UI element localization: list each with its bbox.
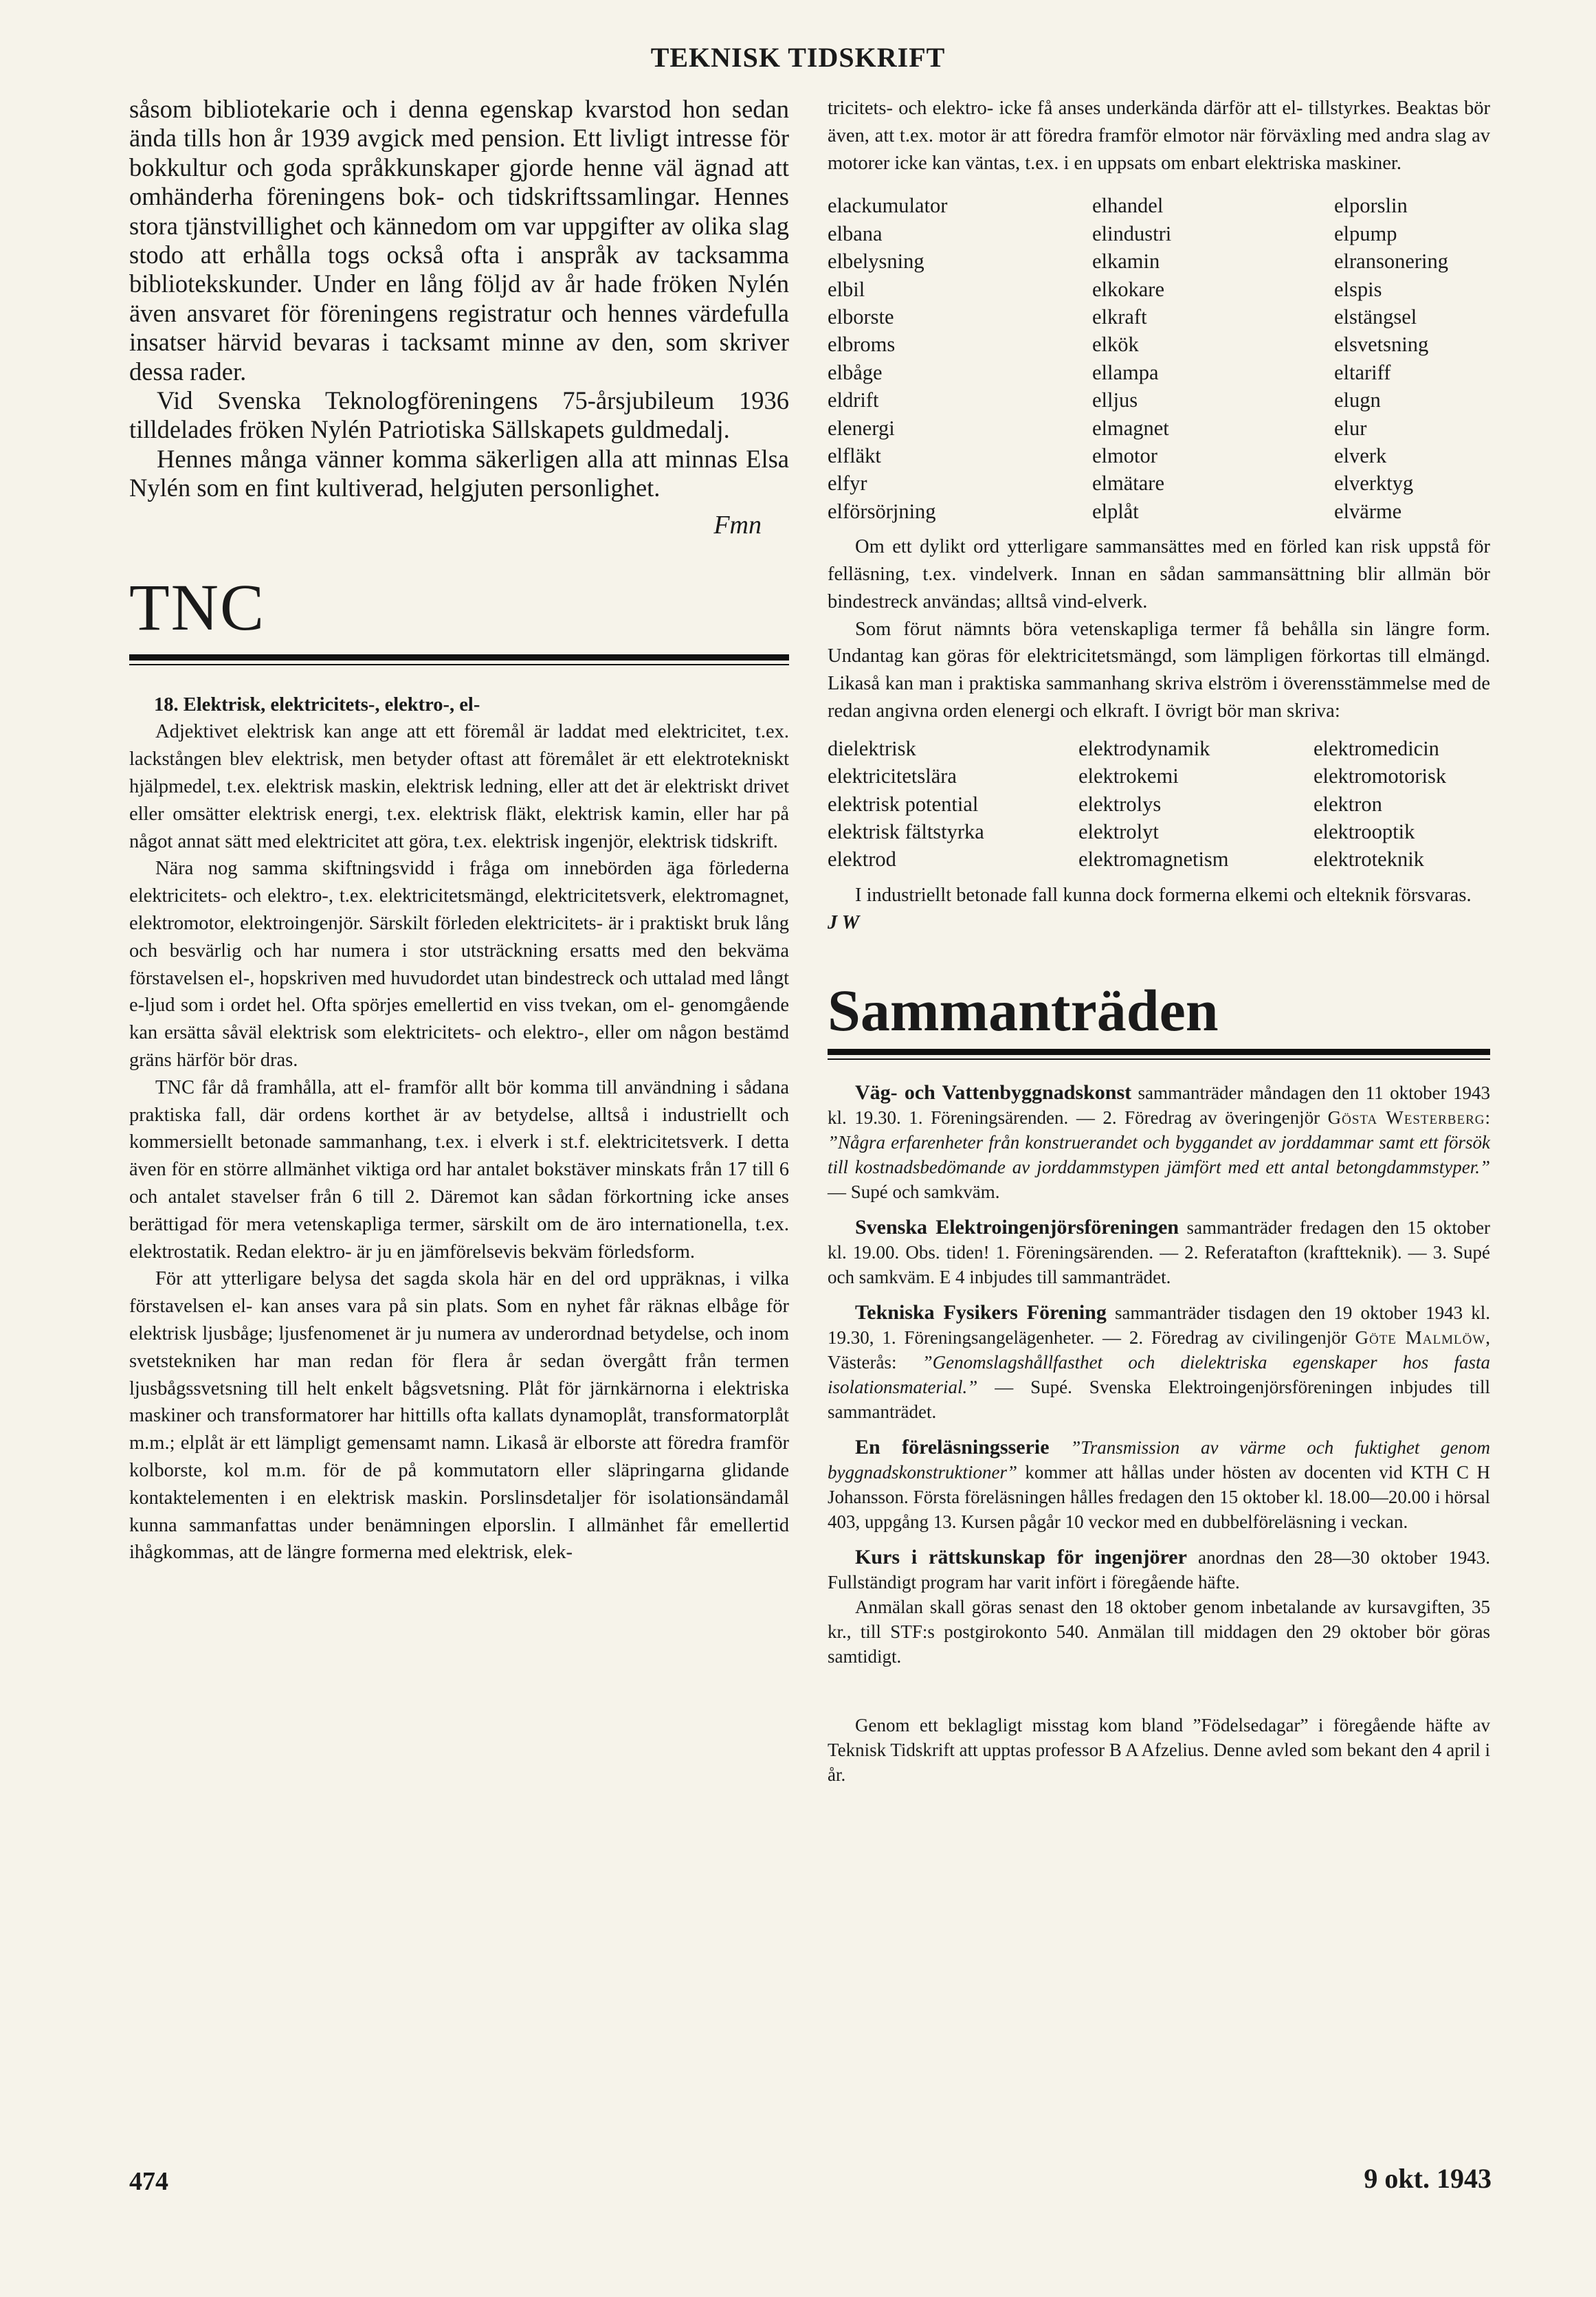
word-list-item: elektrooptik <box>1314 820 1415 844</box>
speaker-name: Göte Malmlöw <box>1355 1327 1486 1349</box>
meeting-text <box>828 1300 1490 1424</box>
obituary-text <box>129 95 789 503</box>
section-heading-text: Elektrisk, elektricitets-, elektro-, el- <box>183 693 480 715</box>
section-heading <box>129 691 789 719</box>
meeting-text: Anmälan skall göras senast den 18 oktober genom inbetalande av kursavgiften, 35 kr., till STF:s postgirokonto 540. Anmälan till middagen den 29 oktober bör göras samtidigt. <box>828 1597 1490 1667</box>
article-paragraph: Som förut nämnts böra vetenskapliga termer få behålla sin längre form. Undantag kan göras för elektricitetsmängd, som lämpligen förkortas till elmängd. Likaså kan man i praktiska sammanhang skriva elström i överensstämmelse med de redan angivna orden elenergi och elkraft. I övrigt bör man skriva: <box>828 618 1490 722</box>
word-list-item: elektron <box>1314 792 1382 816</box>
meeting-text <box>828 1545 1490 1595</box>
article-paragraph: Nära nog samma skiftningsvidd i fråga om innebörden äga förlederna elektricitets- och elektro-, t.ex. elektricitetsmängd, elektricitetsverk, elektromagnet, elektromotor, elektroingenjör. Särskilt förleden elektricitets- är i praktiskt bruk lång och besvärlig och har numera i stor utsträckning ersatts med den bekväma förstavelsen el-, hopskriven med huvudordet utan bindestreck och uttalad med långt e-ljud som i ordet hel. Ofta spörjes emellertid en viss tvekan, om el- genomgående kan ersätta såväl elektrisk som elektricitets- och elektro-, eller om någon bestämd gräns härför bör dras. <box>129 858 789 1072</box>
lecture-title: ”Genomslagshållfasthet och dielektriska egenskaper hos fasta isolationsmaterial.” <box>828 1352 1491 1398</box>
word-list-item: elvärme <box>1334 499 1402 523</box>
article-signature: J W <box>828 911 860 933</box>
word-list-item: eldrift <box>828 388 879 412</box>
word-list-item: elektrod <box>828 847 896 872</box>
meeting-entry <box>828 1300 1490 1424</box>
word-list-item: elverktyg <box>1334 471 1414 496</box>
issue-date: 9 okt. 1943 <box>1364 2163 1492 2194</box>
word-list-item: elransonering <box>1334 249 1448 274</box>
word-list-item: elektricitetslära <box>828 764 957 788</box>
meeting-details <box>1050 1437 1071 1458</box>
correction-notice <box>828 1713 1490 1787</box>
meeting-text <box>828 1215 1490 1289</box>
meeting-details: : <box>1485 1107 1490 1129</box>
page-number: 474 <box>129 2167 168 2196</box>
word-list-item: elmotor <box>1092 444 1157 468</box>
lecture-title: ”Några erfarenheter från konstruerandet och byggandet av jorddammar samt ett försök till kostnadsbedömande av jorddammstypen jämfört med ett antal betongdammstyper.” <box>828 1132 1490 1178</box>
journal-header: TEKNISK TIDSKRIFT <box>650 42 946 73</box>
obituary-paragraph: såsom bibliotekarie och i denna egenskap kvarstod hon sedan ända tills hon år 1939 avgick med pension. Ett livligt intresse för bokkultur och goda språkkunskaper gjorde henne väl ägnad att omhänderha föreningens bok- och tidskriftssamlingar. Hennes stora tjänstvillighet och kännedom om var uppgifter av olika slag stodo att erhålla togs också ofta i anspråk av tacksamma bibliotekskunder. Under en lång följd av år hade fröken Nylén även ansvaret för föreningens registratur och hennes värdefulla insatser härvid bevaras i tacksamt minne av den, som skriver dessa rader. <box>129 95 789 386</box>
word-list-item: elkraft <box>1092 305 1147 329</box>
word-list-item: elackumulator <box>828 194 948 218</box>
obituary-signature: Fmn <box>713 510 762 540</box>
meeting-organizer: En föreläsningsserie <box>855 1436 1050 1459</box>
word-list-item: elverk <box>1334 444 1387 468</box>
closing-text: I industriellt betonade fall kunna dock formerna elkemi och elteknik försvaras. <box>855 884 1472 906</box>
meeting-details: — Supé och samkväm. <box>828 1181 1000 1203</box>
article-paragraph: Adjektivet elektrisk kan ange att ett föremål är laddat med elektricitet, t.ex. lackstången blev elektrisk, men betyder oftast att föremålet är ett elektrotekniskt hjälpmedel, t.ex. elektrisk maskin, elektrisk ledning, eller att det är elektriskt drivet eller omsätter elektrisk energi, t.ex. elektrisk fläkt, elektrisk kamin, eller har på något annat sätt med elektricitet att göra, t.ex. elektrisk ingenjör, elektrisk tidskrift. <box>129 721 789 852</box>
article-continuation: tricitets- och elektro- icke få anses underkända därför att el- tillstyrkes. Beaktas bör även, att t.ex. motor är att föredra framför elmotor när förväxling med andra slag av motorer icke kan väntas, t.ex. i en uppsats om enbart elektriska maskiner. <box>828 98 1490 174</box>
word-list-item: elektrodynamik <box>1078 736 1210 760</box>
meeting-details: sammanträder fredagen den 15 oktober kl. 19.00. Obs. tiden! 1. Föreningsärenden. — 2. Referatafton (kraftteknik). — 3. Supé och samkväm. E 4 inbjudes till sammanträdet. <box>828 1217 1491 1288</box>
word-list-item: elbil <box>828 277 865 301</box>
word-list-item: elektrisk fältstyrka <box>828 820 984 844</box>
article-paragraph: Om ett dylikt ord ytterligare sammansättes med en förled kan risk uppstå för felläsning, t.ex. vindelverk. Innan en sådan sammansättning blir allmän bör bindestreck användas; alltså vind-elverk. <box>828 536 1490 612</box>
meeting-organizer: Väg- och Vattenbyggnadskonst <box>855 1081 1132 1105</box>
article-paragraph: TNC får då framhålla, att el- framför allt bör komma till användning i sådana praktiska fall, där ordens korthet är av betydelse, alltså i industriellt och kommersiellt betonade sammanhang, t.ex. i elverk i st.f. elektricitetsverk. I detta även för en större allmänhet viktiga ord har antalet bokstäver minskats från 17 till 6 och antalet stavelser från 6 till 2. Däremot kan sådan förkortning icke anses berättigad för mera vetenskapliga termer, särskilt om de äro internationella, t.ex. elektrostatik. Redan elektro- är ju en jämförelsevis bekväm förledsform. <box>129 1076 789 1263</box>
word-list-item: elspis <box>1334 277 1382 301</box>
word-list-item: elkokare <box>1092 277 1164 301</box>
meeting-details: kommer att hållas under hösten av docenten vid KTH C H Johansson. Första föreläsningen hålles fredagen den 15 oktober kl. 18.00—20.00 i hörsal 403, uppgång 13. Kursen pågår 10 veckor med en dubbelföreläsning i veckan. <box>828 1462 1490 1533</box>
word-list-item: elbroms <box>828 333 896 357</box>
notice-text: Genom ett beklagligt misstag kom bland ”Födelsedagar” i föregående häfte av Teknisk Tidskrift att upptas professor B A Afzelius. Denne avled som bekant den 4 april i år. <box>828 1715 1490 1786</box>
meeting-details: anordnas den 28—30 oktober 1943. Fullständigt program har varit infört i föregående häfte. <box>828 1547 1490 1593</box>
word-list-item: elhandel <box>1092 194 1164 218</box>
word-list-item: elfläkt <box>828 444 881 468</box>
meetings-list <box>828 1080 1490 1669</box>
word-list-item: elur <box>1334 416 1367 440</box>
right-column <box>828 95 1490 1787</box>
word-list-item: elstängsel <box>1334 305 1417 329</box>
meeting-entry <box>828 1435 1490 1534</box>
speaker-name: Gösta Westerberg <box>1327 1107 1485 1129</box>
word-list-item: elektrokemi <box>1078 764 1179 788</box>
word-list-item: elbelysning <box>828 249 924 274</box>
meeting-details: , Västerås: <box>828 1327 1491 1373</box>
article-paragraph: För att ytterligare belysa det sagda skola här en del ord uppräknas, i vilka förstavelsen el- kan anses vara på sin plats. Som en nyhet får räknas elbåge för elektrisk ljusbåge; ljusfenomenet är ju numera av underordnad betydelse, och inom svetstekniken har man redan för flera år sedan övergått från termen ljusbågssvetsning till helt enkelt bågsvetsning. Plåt för järnkärnorna i elektriska maskiner och transformatorer har hittills ofta kallats dynamoplåt, transformatorplåt m.m.; elplåt är ett lämpligt gemensamt namn. Likaså är elborste att föredra framför kolborste, kol m.m. för de på kommutatorn eller släpringarna glidande kontaktelementen i en elektrisk maskin. Porslinsdetaljer för isolationsändamål kunna sammanfattas under benämningen elporslin. I allmänhet får emellertid ihågkommas, att de längre formerna med elektrisk, elek- <box>129 1268 789 1564</box>
meeting-entry <box>828 1080 1490 1204</box>
word-list-item: elektrolyt <box>1078 820 1159 844</box>
meetings-rule-thin <box>828 1058 1490 1060</box>
meeting-organizer: Tekniska Fysikers Förening <box>855 1301 1107 1324</box>
word-list-item: elkamin <box>1092 249 1160 274</box>
word-list-item: ellampa <box>1092 360 1159 384</box>
title-rule-thin <box>129 664 789 665</box>
word-list-item: elektrolys <box>1078 792 1162 816</box>
word-list-item: elindustri <box>1092 221 1172 245</box>
word-list-item: elenergi <box>828 416 895 440</box>
tnc-section-title: TNC <box>129 570 265 644</box>
word-list-item: elbana <box>828 221 883 245</box>
word-list-item: elplåt <box>1092 499 1139 523</box>
word-list-item: eltariff <box>1334 360 1391 384</box>
word-list-item: elfyr <box>828 471 867 496</box>
obituary-paragraph: Vid Svenska Teknologföreningens 75-årsjubileum 1936 tilldelades fröken Nylén Patriotiska Sällskapets guldmedalj. <box>129 386 789 444</box>
article-closing <box>828 882 1490 909</box>
section-number: 18. <box>154 693 179 715</box>
meeting-text <box>828 1435 1490 1534</box>
lecture-title: ”Transmission av värme och fuktighet genom byggnadskonstruktioner” <box>828 1437 1490 1483</box>
word-list-item: elbåge <box>828 360 883 384</box>
meetings-rule <box>828 1049 1490 1055</box>
elektro-word-list <box>828 735 1490 874</box>
meeting-entry <box>828 1215 1490 1289</box>
word-list-item: elektrisk potential <box>828 792 979 816</box>
title-rule <box>129 654 789 661</box>
meeting-details: sammanträder måndagen den 11 oktober 1943 kl. 19.30. 1. Föreningsärenden. — 2. Föredrag av överingenjör <box>828 1083 1490 1129</box>
word-list-item: elektroteknik <box>1314 847 1424 872</box>
word-list-item: elljus <box>1092 388 1138 412</box>
meetings-section-title: Sammanträden <box>828 977 1219 1044</box>
word-list-item: elmätare <box>1092 471 1164 496</box>
obituary-paragraph: Hennes många vänner komma säkerligen alla att minnas Elsa Nylén som en fint kultiverad, helgjuten personlighet. <box>129 444 789 502</box>
word-list-item: elektromotorisk <box>1314 764 1447 788</box>
word-list-item: dielektrisk <box>828 736 916 760</box>
word-list-item: elkök <box>1092 333 1139 357</box>
meeting-entry <box>828 1545 1490 1669</box>
left-column <box>129 95 789 1566</box>
el-word-list <box>828 192 1490 525</box>
word-list-item: elpump <box>1334 221 1397 245</box>
word-list-item: elektromagnetism <box>1078 847 1229 872</box>
word-list-item: elektromedicin <box>1314 736 1439 760</box>
word-list-item: elmagnet <box>1092 416 1169 440</box>
word-list-item: elborste <box>828 305 894 329</box>
word-list-item: elporslin <box>1334 194 1408 218</box>
word-list-item: elugn <box>1334 388 1381 412</box>
meeting-organizer: Svenska Elektroingenjörsföreningen <box>855 1216 1179 1239</box>
tnc-article <box>129 691 789 1567</box>
meeting-details: sammanträder tisdagen den 19 oktober 1943 kl. 19.30, 1. Föreningsangelägenheter. — 2. Föredrag av civilingenjör <box>828 1302 1491 1349</box>
word-list-item: elförsörjning <box>828 499 936 523</box>
meeting-text <box>828 1080 1490 1204</box>
meeting-details: — Supé. Svenska Elektroingenjörsföreningen inbjudes till sammanträdet. <box>828 1377 1490 1423</box>
meeting-organizer: Kurs i rättskunskap för ingenjörer <box>855 1546 1187 1569</box>
word-list-item: elsvetsning <box>1334 333 1429 357</box>
